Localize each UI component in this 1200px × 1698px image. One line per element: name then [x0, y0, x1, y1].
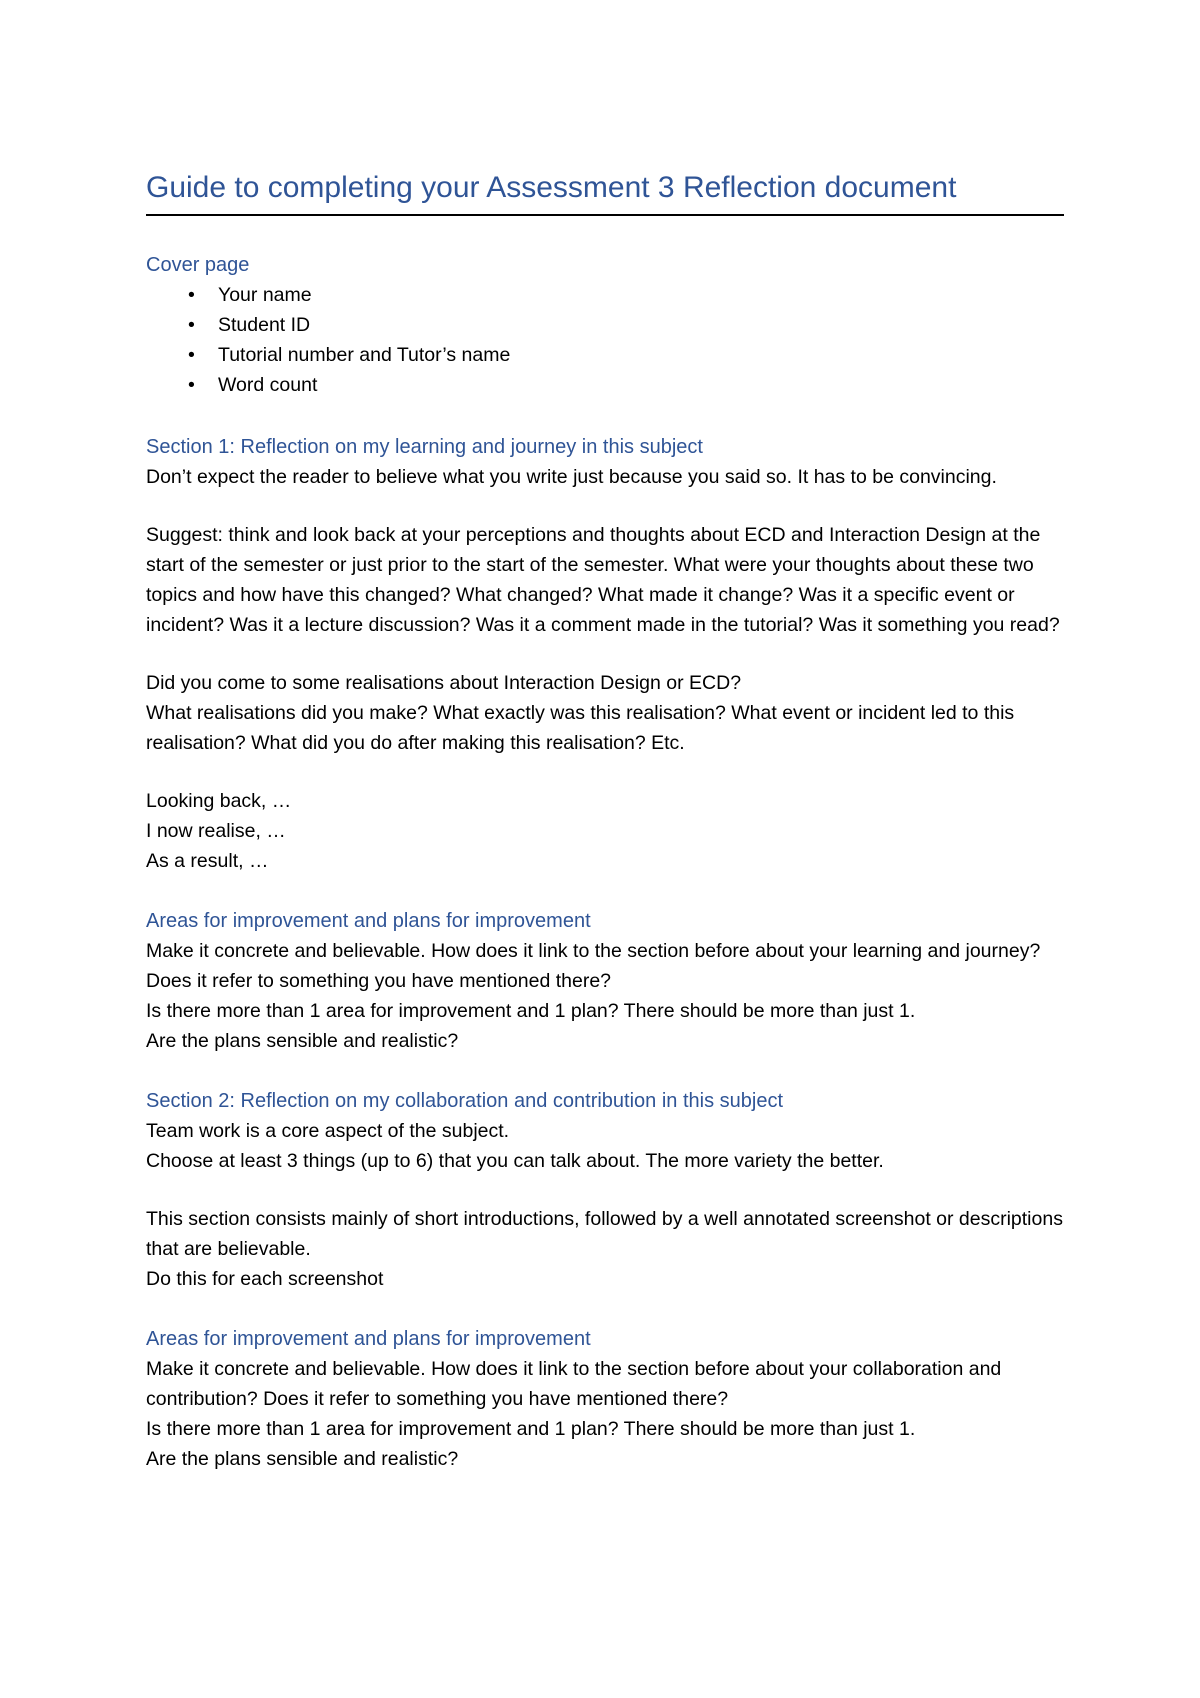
list-item	[146, 340, 1064, 370]
paragraph: Is there more than 1 area for improvement and 1 plan? There should be more than just 1.	[146, 1418, 916, 1440]
paragraph: Are the plans sensible and realistic?	[146, 1030, 459, 1052]
bullet-icon: •	[188, 344, 195, 366]
document-title: Guide to completing your Assessment 3 Reflection document	[146, 168, 1064, 216]
bullet-icon: •	[188, 284, 195, 306]
paragraph: Team work is a core aspect of the subject.	[146, 1120, 510, 1142]
bullet-icon: •	[188, 374, 195, 396]
prompt-line: I now realise, …	[146, 820, 286, 842]
areas-for-improvement-1-heading: Areas for improvement and plans for improvement	[146, 910, 591, 932]
list-item-text: Your name	[218, 284, 312, 306]
document-page	[146, 168, 1064, 1474]
list-item-text: Tutorial number and Tutor’s name	[218, 344, 511, 366]
paragraph: Suggest: think and look back at your perceptions and thoughts about ECD and Interaction Design at the start of the semester or just prior to the start of the semester. What were your thoughts about these two topics and how have this changed? What changed? What made it change? Was it a specific event or incident? Was it a lecture discussion? Was it a comment made in the tutorial? Was it something you read?	[146, 524, 1060, 636]
bullet-icon: •	[188, 314, 195, 336]
cover-page-heading: Cover page	[146, 254, 250, 276]
paragraph: Is there more than 1 area for improvement and 1 plan? There should be more than just 1.	[146, 1000, 916, 1022]
paragraph: What realisations did you make? What exactly was this realisation? What event or incident led to this realisation? What did you do after making this realisation? Etc.	[146, 702, 1015, 754]
list-item-text: Word count	[218, 374, 318, 396]
paragraph: Make it concrete and believable. How does it link to the section before about your learning and journey? Does it refer to something you have mentioned there?	[146, 940, 1041, 992]
paragraph: This section consists mainly of short introductions, followed by a well annotated screenshot or descriptions that are believable.	[146, 1208, 1063, 1260]
paragraph: Choose at least 3 things (up to 6) that you can talk about. The more variety the better.	[146, 1150, 884, 1172]
areas-for-improvement-2-heading: Areas for improvement and plans for improvement	[146, 1328, 591, 1350]
list-item	[146, 310, 1064, 340]
paragraph: Did you come to some realisations about Interaction Design or ECD?	[146, 672, 742, 694]
list-item	[146, 370, 1064, 400]
list-item	[146, 280, 1064, 310]
section-2-heading: Section 2: Reflection on my collaboration and contribution in this subject	[146, 1090, 784, 1112]
cover-page-list	[146, 280, 1064, 400]
list-item-text: Student ID	[218, 314, 311, 336]
paragraph: Do this for each screenshot	[146, 1268, 384, 1290]
paragraph: Are the plans sensible and realistic?	[146, 1448, 459, 1470]
prompt-line: Looking back, …	[146, 790, 292, 812]
prompt-line: As a result, …	[146, 850, 269, 872]
section-1-heading: Section 1: Reflection on my learning and journey in this subject	[146, 436, 703, 458]
paragraph: Make it concrete and believable. How does it link to the section before about your collaboration and contribution? Does it refer to something you have mentioned there?	[146, 1358, 1002, 1410]
paragraph: Don’t expect the reader to believe what you write just because you said so. It has to be convincing.	[146, 466, 997, 488]
